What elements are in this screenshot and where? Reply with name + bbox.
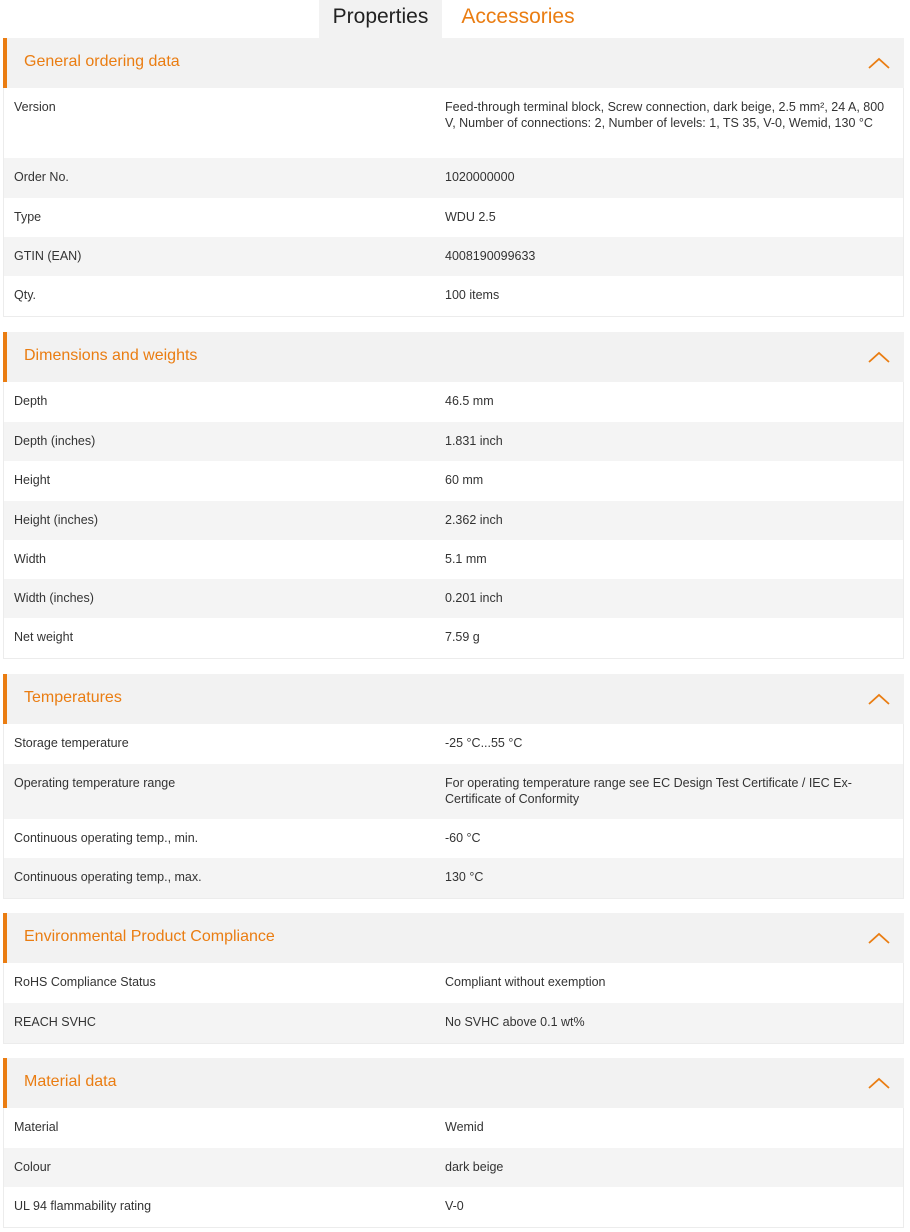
property-row	[4, 858, 903, 898]
property-row	[4, 819, 903, 858]
property-label: GTIN (EAN)	[14, 249, 82, 263]
property-row	[4, 461, 903, 501]
property-row	[4, 382, 903, 422]
property-value: -60 °C	[445, 831, 481, 845]
property-label: Height (inches)	[14, 513, 99, 527]
property-table	[3, 963, 904, 1044]
property-row	[4, 501, 903, 540]
property-value: Compliant without exemption	[445, 975, 606, 989]
property-table	[3, 1108, 904, 1228]
property-value: 4008190099633	[445, 249, 536, 263]
section-header[interactable]	[3, 38, 904, 88]
property-row	[4, 276, 903, 316]
property-value: 1.831 inch	[445, 434, 503, 448]
property-table	[3, 88, 904, 317]
chevron-up-icon[interactable]	[867, 56, 891, 70]
property-row	[4, 724, 903, 764]
section-title: Dimensions and weights	[24, 347, 198, 364]
property-label: Qty.	[14, 288, 36, 302]
property-value: 7.59 g	[445, 630, 480, 644]
property-row	[4, 422, 903, 461]
property-table	[3, 382, 904, 659]
section-material-data	[3, 1058, 904, 1228]
chevron-up-icon[interactable]	[867, 1076, 891, 1090]
section-header[interactable]	[3, 1058, 904, 1108]
property-value: V-0	[445, 1199, 464, 1213]
property-value: 1020000000	[445, 170, 515, 184]
property-value: dark beige	[445, 1160, 504, 1174]
property-label: Net weight	[14, 630, 74, 644]
section-environmental-product-compliance	[3, 913, 904, 1044]
property-value: 46.5 mm	[445, 394, 494, 408]
property-label: REACH SVHC	[14, 1015, 96, 1029]
property-row	[4, 237, 903, 276]
section-dimensions-and-weights	[3, 332, 904, 659]
property-label: Type	[14, 210, 42, 224]
property-value: WDU 2.5	[445, 210, 496, 224]
tab-accessories[interactable]: Accessories	[442, 0, 594, 38]
property-row	[4, 1148, 903, 1187]
property-label: Storage temperature	[14, 736, 129, 750]
property-label: Colour	[14, 1160, 51, 1174]
property-label: Height	[14, 473, 51, 487]
property-label: Continuous operating temp., max.	[14, 870, 202, 884]
property-row	[4, 618, 903, 658]
chevron-up-icon[interactable]	[867, 350, 891, 364]
property-label: Width (inches)	[14, 591, 94, 605]
property-value: 5.1 mm	[445, 552, 487, 566]
property-value: 2.362 inch	[445, 513, 503, 527]
section-title: General ordering data	[24, 53, 180, 70]
property-label: Depth	[14, 394, 48, 408]
property-value: 130 °C	[445, 870, 484, 884]
property-label: RoHS Compliance Status	[14, 975, 156, 989]
property-value: No SVHC above 0.1 wt%	[445, 1015, 585, 1029]
property-value: 60 mm	[445, 473, 484, 487]
property-row	[4, 1187, 903, 1227]
property-row	[4, 963, 903, 1003]
property-table	[3, 724, 904, 899]
section-header[interactable]	[3, 332, 904, 382]
section-header[interactable]	[3, 913, 904, 963]
property-value: -25 °C...55 °C	[445, 736, 523, 750]
property-value: For operating temperature range see EC Design Test Certificate / IEC Ex-Certificate of Conformity	[445, 776, 852, 806]
section-temperatures	[3, 674, 904, 899]
property-row	[4, 88, 903, 158]
tab-bar	[0, 0, 910, 38]
property-value: Feed-through terminal block, Screw connection, dark beige, 2.5 mm², 24 A, 800 V, Number of connections: 2, Number of levels: 1, TS 35, V-0, Wemid, 130 °C	[445, 100, 885, 130]
property-label: Order No.	[14, 170, 69, 184]
property-value: 0.201 inch	[445, 591, 503, 605]
property-row	[4, 158, 903, 198]
section-general-ordering-data	[3, 38, 904, 317]
property-label: Operating temperature range	[14, 776, 176, 790]
tab-properties[interactable]: Properties	[319, 0, 442, 38]
section-title: Environmental Product Compliance	[24, 928, 275, 945]
section-title: Material data	[24, 1073, 117, 1090]
property-label: UL 94 flammability rating	[14, 1199, 152, 1213]
property-row	[4, 540, 903, 579]
property-label: Version	[14, 100, 56, 114]
property-row	[4, 1003, 903, 1043]
property-label: Material	[14, 1120, 59, 1134]
section-title: Temperatures	[24, 689, 122, 706]
property-value: Wemid	[445, 1120, 484, 1134]
property-row	[4, 579, 903, 618]
property-row	[4, 1108, 903, 1148]
property-label: Depth (inches)	[14, 434, 96, 448]
chevron-up-icon[interactable]	[867, 692, 891, 706]
section-header[interactable]	[3, 674, 904, 724]
property-row	[4, 198, 903, 237]
property-label: Width	[14, 552, 46, 566]
property-value: 100 items	[445, 288, 500, 302]
chevron-up-icon[interactable]	[867, 931, 891, 945]
property-label: Continuous operating temp., min.	[14, 831, 199, 845]
property-row	[4, 764, 903, 819]
